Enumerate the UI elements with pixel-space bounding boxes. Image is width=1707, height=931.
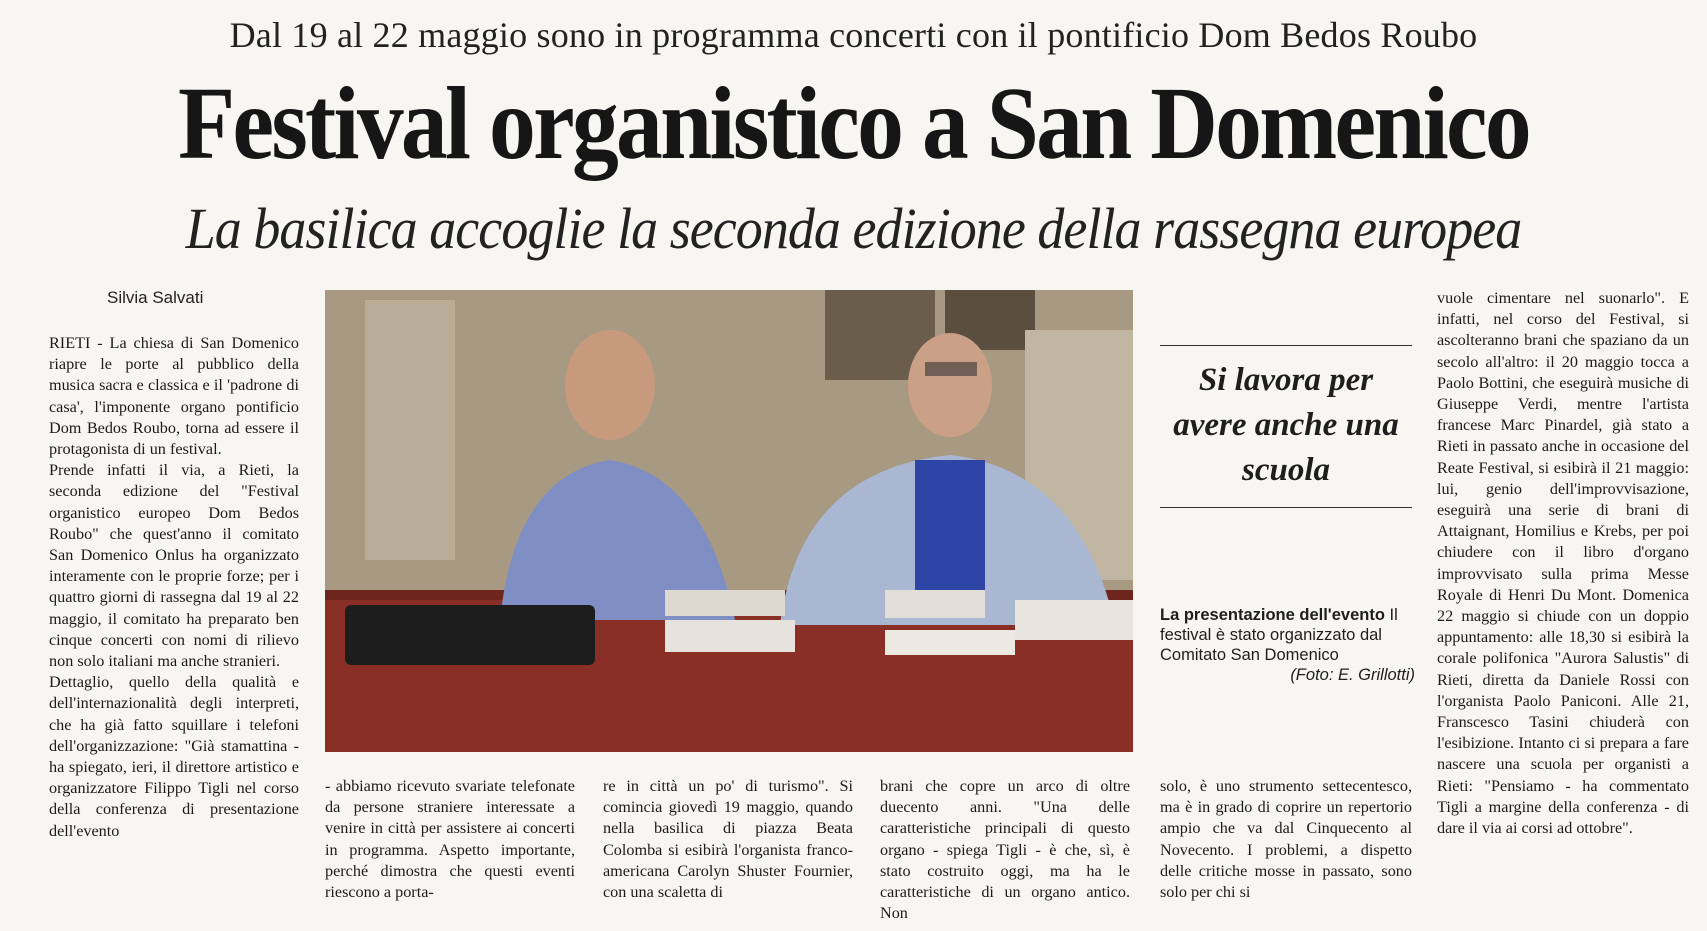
headline: Festival organistico a San Domenico xyxy=(177,66,1529,181)
article-column-6: vuole cimentare nel suonarlo". E infatti, nel corso del Festival, si ascolteranno brani che spaziano da un secolo all'altro: il 20 maggio tocca a Paolo Bottini, che eseguirà musiche di Giuseppe Verdi, mentre l'artista francese Marc Pinardel, già stato a Rieti in passato anche in occasione del Reate Festival, si esibirà il 21 maggio: lui, genio dell'improvvisazione, eseguirà una serie di brani di Attaignant, Homilius e Krebs, per poi chiudere con il libro d'organo improvvisato sulla prima Messe Royale di Henri Du Mont. Domenica 22 maggio si chiude con un doppio appuntamento: alle 18,30 si esibirà la corale polifonica "Aurora Salustis" di Rieti, diretta da Daniele Rossi con l'organista Paolo Paniconi. Alle 21, Franscesco Tasini chiuderà con l'esibizione. Intanto ci si prepara a fare nascere una scuola per organisti a Rieti: "Pensiamo - ha commentato Tigli a margine della conferenza - di dare il via ai corsi ad ottobre". xyxy=(1437,289,1689,838)
subhead: La basilica accoglie la seconda edizione della rassegna europea xyxy=(185,196,1522,261)
kicker: Dal 19 al 22 maggio sono in programma concerti con il pontificio Dom Bedos Roubo xyxy=(229,15,1478,55)
article-column-5: solo, è uno strumento settecentesco, ma è in grado di coprire un repertorio ampio che va dal Cinquecento al Novecento. I problemi, a dispetto delle critiche mosse in passato, sono solo per chi si xyxy=(1160,777,1412,902)
caption-text: Il festival è stato organizzato dal Comitato San Domenico xyxy=(1160,606,1398,664)
article-column-4: brani che copre un arco di oltre duecento anni. "Una delle caratteristiche principali di questo organo - spiega Tigli - è che, sì, è stato costruito oggi, ma ha le caratteristiche di un organo antico. Non xyxy=(880,777,1130,923)
author-byline: Silvia Salvati xyxy=(107,288,204,307)
photo-credit: (Foto: E. Grillotti) xyxy=(1290,666,1415,684)
article-column-1: RIETI - La chiesa di San Domenico riapre le porte al pubblico della musica sacra e classica e il 'padrone di casa', l'imponente organo pontificio Dom Bedos Roubo, torna ad essere il protagonista di un festival. Prende infatti il via, a Rieti, la seconda edizione del "Festival organistico europeo Dom Bedos Roubo" che quest'anno il comitato San Domenico Onlus ha organizzato interamente con le proprie forze; per i quattro giorni di rassegna dal 19 al 22 maggio, il comitato ha preparato ben cinque concerti con nomi di rilievo non solo italiani ma anche stranieri. Dettaglio, quello della qualità e dell'internazionalità degli interpreti, che ha già fatto squillare i telefoni dell'organizzazione: "Già stamattina - ha spiegato, ieri, il direttore artistico e organizzatore Filippo Tigli nel corso della conferenza di presentazione dell'evento xyxy=(49,334,299,840)
pull-quote: Si lavora per avere anche una scuola xyxy=(1160,345,1412,508)
caption-title: La presentazione dell'evento xyxy=(1160,606,1385,624)
article-column-3: re in città un po' di turismo". Si comincia giovedì 19 maggio, quando nella basilica di piazza Beata Colomba si esibirà l'organista franco-americana Carolyn Shuster Fournier, con una scaletta di xyxy=(603,777,853,902)
article-column-2: - abbiamo ricevuto svariate telefonate da persone straniere interessate a venire in città per assistere ai concerti in programma. Aspetto importante, perché dimostra che questi eventi riescono a porta- xyxy=(325,777,575,902)
event-photo xyxy=(325,290,1133,752)
photo-caption xyxy=(1160,605,1415,685)
